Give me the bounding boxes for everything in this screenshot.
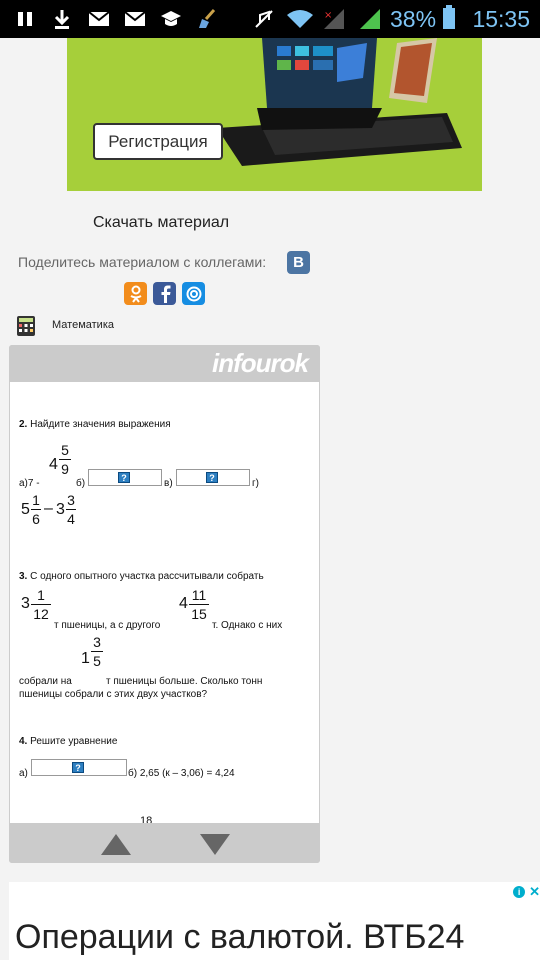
signal-icon — [322, 9, 346, 29]
q2-v-label: в) — [164, 478, 173, 489]
f5-whole: 1 — [81, 650, 90, 667]
q3-text-1: т пшеницы, а с другого — [54, 620, 161, 631]
f2-minus: – — [44, 500, 53, 517]
equation-image-v — [176, 469, 250, 486]
question-4-title: 4. Решите уравнение — [19, 736, 118, 747]
next-page-arrow-icon[interactable] — [200, 834, 230, 855]
f2-fraction-2: 3 4 — [67, 492, 75, 527]
infourok-logo: infourok — [212, 348, 308, 378]
f4-fraction: 11 15 — [189, 587, 209, 622]
viewer-navigation — [9, 823, 320, 863]
ad-info-icon[interactable]: i — [513, 886, 525, 898]
q2-b-label: б) — [76, 478, 86, 489]
f4-whole: 4 — [179, 595, 188, 612]
download-material-link[interactable]: Скачать материал — [93, 214, 230, 231]
q3-text-3: собрали на — [19, 676, 72, 687]
clock: 15:35 — [472, 6, 530, 32]
missing-image-icon: ? — [206, 472, 218, 483]
ad-banner[interactable] — [67, 38, 482, 191]
ad-close-icon[interactable]: ✕ — [529, 884, 540, 899]
pause-icon — [16, 9, 34, 29]
mail-icon — [124, 9, 146, 29]
f3-whole: 3 — [21, 595, 30, 612]
mail-icon — [88, 9, 110, 29]
document-page[interactable] — [10, 382, 319, 823]
calculator-icon — [17, 316, 35, 336]
q2-g-label: г) — [252, 478, 259, 489]
q3-text-5: пшеницы собрали с этих двух участков? — [19, 689, 208, 700]
question-3-title: 3. С одного опытного участка рассчитывали собрать — [19, 571, 264, 582]
missing-image-icon: ? — [118, 472, 130, 483]
mute-icon — [254, 9, 274, 29]
q3-text-2: т. Однако с них — [212, 620, 283, 631]
q3-text-4: т пшеницы больше. Сколько тонн — [106, 676, 263, 687]
f1-whole: 4 — [49, 456, 58, 473]
signal-icon — [358, 9, 382, 29]
wifi-icon — [286, 9, 314, 29]
f3-fraction: 1 12 — [31, 587, 51, 622]
f2-whole-2: 3 — [56, 501, 65, 518]
f2-whole: 5 — [21, 501, 30, 518]
q2-a-label: а)7 - — [19, 478, 40, 489]
q4-a-label: а) — [19, 768, 28, 779]
graduation-cap-icon — [160, 9, 182, 29]
missing-image-icon: ? — [72, 762, 84, 773]
bottom-ad[interactable] — [9, 882, 540, 960]
ad-controls — [513, 884, 540, 900]
equation-image-q4a — [31, 759, 127, 776]
equation-image-b — [88, 469, 162, 486]
battery-icon — [442, 7, 456, 27]
f5-fraction: 3 5 — [91, 634, 103, 669]
subject-label: Математика — [52, 319, 114, 331]
broom-icon — [196, 9, 218, 29]
ad-headline[interactable]: Операции с валютой. ВТБ24 — [15, 918, 465, 956]
question-2-title: 2. Найдите значения выражения — [19, 419, 171, 430]
previous-page-arrow-icon[interactable] — [101, 834, 131, 855]
vk-share-button[interactable]: В — [287, 251, 310, 274]
download-icon — [52, 9, 72, 29]
viewer-header — [9, 345, 320, 382]
f2-fraction: 1 6 — [32, 492, 40, 527]
q4-b-equation: б) 2,65 (к – 3,06) = 4,24 — [128, 768, 235, 779]
status-bar — [0, 0, 540, 38]
cutoff-number: 18 — [140, 815, 153, 823]
facebook-share-icon[interactable] — [153, 282, 176, 305]
register-button[interactable]: Регистрация — [93, 123, 223, 160]
battery-percent: 38% — [390, 6, 437, 32]
svg-text:×: × — [324, 10, 333, 21]
f1-fraction: 5 9 — [59, 442, 71, 477]
laptop-illustration — [67, 38, 482, 191]
share-label: Поделитесь материалом с коллегами: — [18, 254, 267, 270]
document-viewer[interactable] — [9, 345, 320, 863]
mail-share-icon[interactable] — [182, 282, 205, 305]
odnoklassniki-share-icon[interactable] — [124, 282, 147, 305]
